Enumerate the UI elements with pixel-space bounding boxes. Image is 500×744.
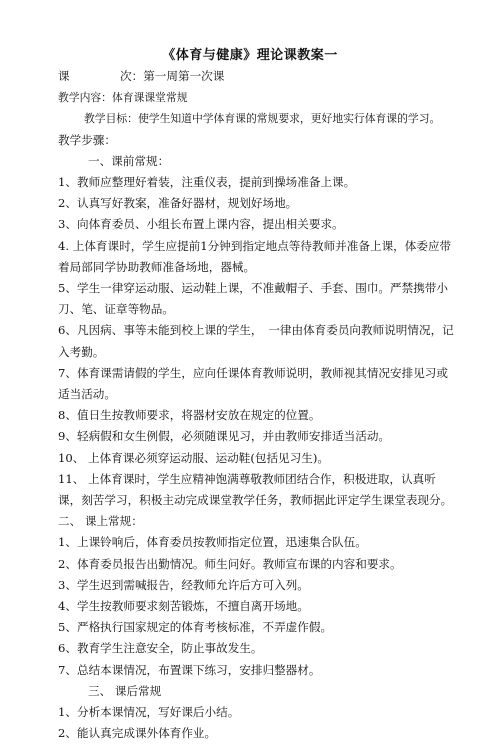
content-line: 教学内容：体育课课堂常规 <box>58 91 188 105</box>
section2-item-2: 2、体育委员报告出勤情况。师生问好。教师宣布课的内容和要求。 <box>58 556 402 571</box>
lesson-label-char1: 课 <box>58 69 70 83</box>
section1-item-5: 5、学生一律穿运动服、运动鞋上课，不准戴帽子、手套、围巾。严禁携带小刀、笔、证章等物品。 <box>58 281 448 317</box>
section2-item-1: 1、上课铃响后，体育委员按教师指定位置，迅速集合队伍。 <box>58 535 367 550</box>
section3-heading: 三、 课后常规 <box>88 683 162 698</box>
section1-item-7: 7、体育课需请假的学生，应向任课体育教师说明，教师视其情况安排见习或适当活动。 <box>58 365 448 401</box>
page-title: 《体育与健康》理论课教案一 <box>162 48 338 63</box>
section1-item-3: 3、向体育委员、小组长布置上课内容，提出相关要求。 <box>58 217 344 232</box>
section2-item-5: 5、严格执行国家规定的体育考核标准，不弄虚作假。 <box>58 620 333 635</box>
section2-item-6: 6、教育学生注意安全，防止事故发生。 <box>58 641 263 656</box>
section1-item-8: 8、值日生按教师要求，将器材安放在规定的位置。 <box>58 408 321 423</box>
section1-item-11: 11、 上体育课时，学生应精神饱满尊敬教师团结合作，积极进取，认真听课，刻苦学习，积极主动完成课堂教学任务，教师据此评定学生课堂表现分。 <box>58 471 453 507</box>
section1-item-1: 1、教师应整理好着装，注重仪表，提前到操场准备上课。 <box>58 175 356 189</box>
section2-heading: 二、 课上常规： <box>58 514 143 529</box>
section1-item-4: 4. 上体育课时，学生应提前1分钟到指定地点等待教师并准备上课，体委应带着局部同学协助教师准备场地，器械。 <box>58 238 452 274</box>
section2-item-7: 7、总结本课情况，布置课下练习，安排归整器材。 <box>58 662 321 677</box>
section3-item-2: 2、能认真完成课外体育作业。 <box>58 726 217 741</box>
section1-item-9: 9、轻病假和女生例假，必须随课见习，并由教师安排适当活动。 <box>58 429 391 444</box>
steps-label: 教学步骤： <box>58 132 116 147</box>
lesson-value: 第一周第一次课 <box>143 69 225 83</box>
lesson-label-char2: 次： <box>120 69 144 83</box>
section1-heading: 一、课前常规： <box>88 153 170 168</box>
lesson-line <box>58 66 458 87</box>
section3-item-1: 1、分析本课情况，写好课后小结。 <box>58 705 240 719</box>
section2-item-3: 3、学生迟到需喊报告，经教师允许后方可入列。 <box>58 577 309 592</box>
section1-item-6: 6、凡因病、事等未能到校上课的学生， 一律由体育委员向教师说明情况，记入考勤。 <box>58 323 454 359</box>
section1-item-10: 10、 上体育课必须穿运动服、运动鞋(包括见习生)。 <box>58 450 329 465</box>
section1-item-2: 2、认真写好教案，准备好器材，规划好场地。 <box>58 196 298 211</box>
objective-paragraph: 教学目标：使学生知道中学体育课的常规要求，更好地实行体育课的学习。 <box>84 112 441 126</box>
section2-item-4: 4、学生按教师要求刻苦锻炼，不擅自离开场地。 <box>58 599 309 613</box>
